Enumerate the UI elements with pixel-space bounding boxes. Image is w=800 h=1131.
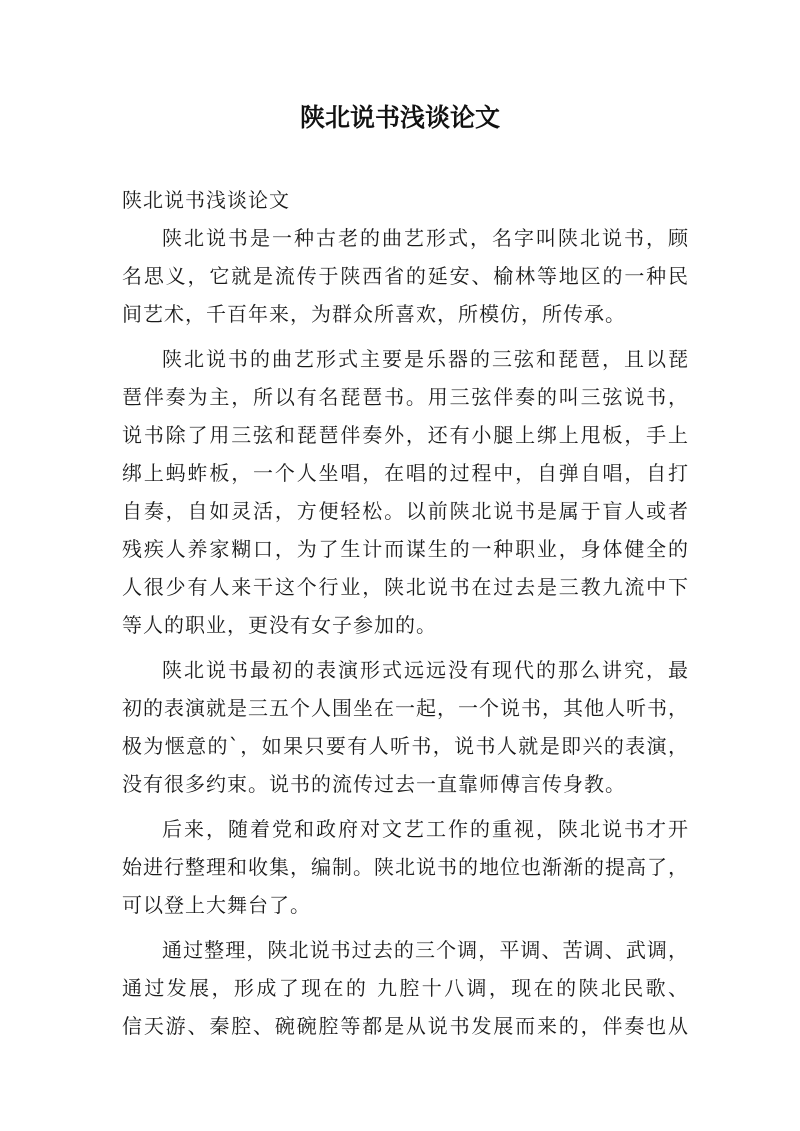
paragraph-line: 名思义，它就是流传于陕西省的延安、榆林等地区的一种民 xyxy=(122,264,688,288)
paragraph-line: 残疾人养家糊口，为了生计而谋生的一种职业，身体健全的 xyxy=(122,537,688,561)
paragraph-line: 等人的职业，更没有女子参加的。 xyxy=(122,613,437,637)
paragraph-line: 可以登上大舞台了。 xyxy=(122,893,311,917)
document-title: 陕北说书浅谈论文 xyxy=(299,103,500,132)
paragraph xyxy=(122,219,688,333)
paragraph-line: 通过整理，陕北说书过去的三个调，平调、苦调、武调， xyxy=(162,938,688,962)
paragraph-line: 陕北说书最初的表演形式远远没有现代的那么讲究，最 xyxy=(162,658,688,682)
paragraph-line: 琶伴奏为主，所以有名琵琶书。用三弦伴奏的叫三弦说书， xyxy=(122,385,688,409)
paragraph-line: 极为惬意的`，如果只要有人听书，说书人就是即兴的表演， xyxy=(122,734,688,758)
paragraph xyxy=(122,651,688,803)
paragraph-line: 始进行整理和收集，编制。陕北说书的地位也渐渐的提高了， xyxy=(122,855,688,879)
document-subtitle: 陕北说书浅谈论文 xyxy=(122,188,290,212)
paragraph-line: 信天游、秦腔、碗碗腔等都是从说书发展而来的，伴奏也从 xyxy=(122,1014,688,1038)
paragraph-line: 说书除了用三弦和琵琶伴奏外，还有小腿上绑上甩板，手上 xyxy=(122,423,688,447)
document-body xyxy=(122,181,688,1052)
paragraph-line: 初的表演就是三五个人围坐在一起，一个说书，其他人听书， xyxy=(122,696,688,720)
paragraph-line: 陕北说书是一种古老的曲艺形式，名字叫陕北说书，顾 xyxy=(162,226,688,250)
paragraph xyxy=(122,931,688,1045)
paragraph xyxy=(122,340,688,644)
paragraph-line: 没有很多约束。说书的流传过去一直靠师傅言传身教。 xyxy=(122,772,626,796)
paragraph xyxy=(122,810,688,924)
paragraph-line: 人很少有人来干这个行业，陕北说书在过去是三教九流中下 xyxy=(122,575,688,599)
paragraph-line: 陕北说书的曲艺形式主要是乐器的三弦和琵琶，且以琵 xyxy=(162,347,688,371)
paragraph-line: 自奏，自如灵活，方便轻松。以前陕北说书是属于盲人或者 xyxy=(122,499,688,523)
paragraph-line: 通过发展，形成了现在的 九腔十八调，现在的陕北民歌、 xyxy=(122,976,688,1000)
paragraph-line: 后来，随着党和政府对文艺工作的重视，陕北说书才开 xyxy=(162,817,688,841)
paragraph-line: 绑上蚂蚱板，一个人坐唱，在唱的过程中，自弹自唱，自打 xyxy=(122,461,688,485)
paragraph-line: 间艺术，千百年来，为群众所喜欢，所模仿，所传承。 xyxy=(122,302,626,326)
